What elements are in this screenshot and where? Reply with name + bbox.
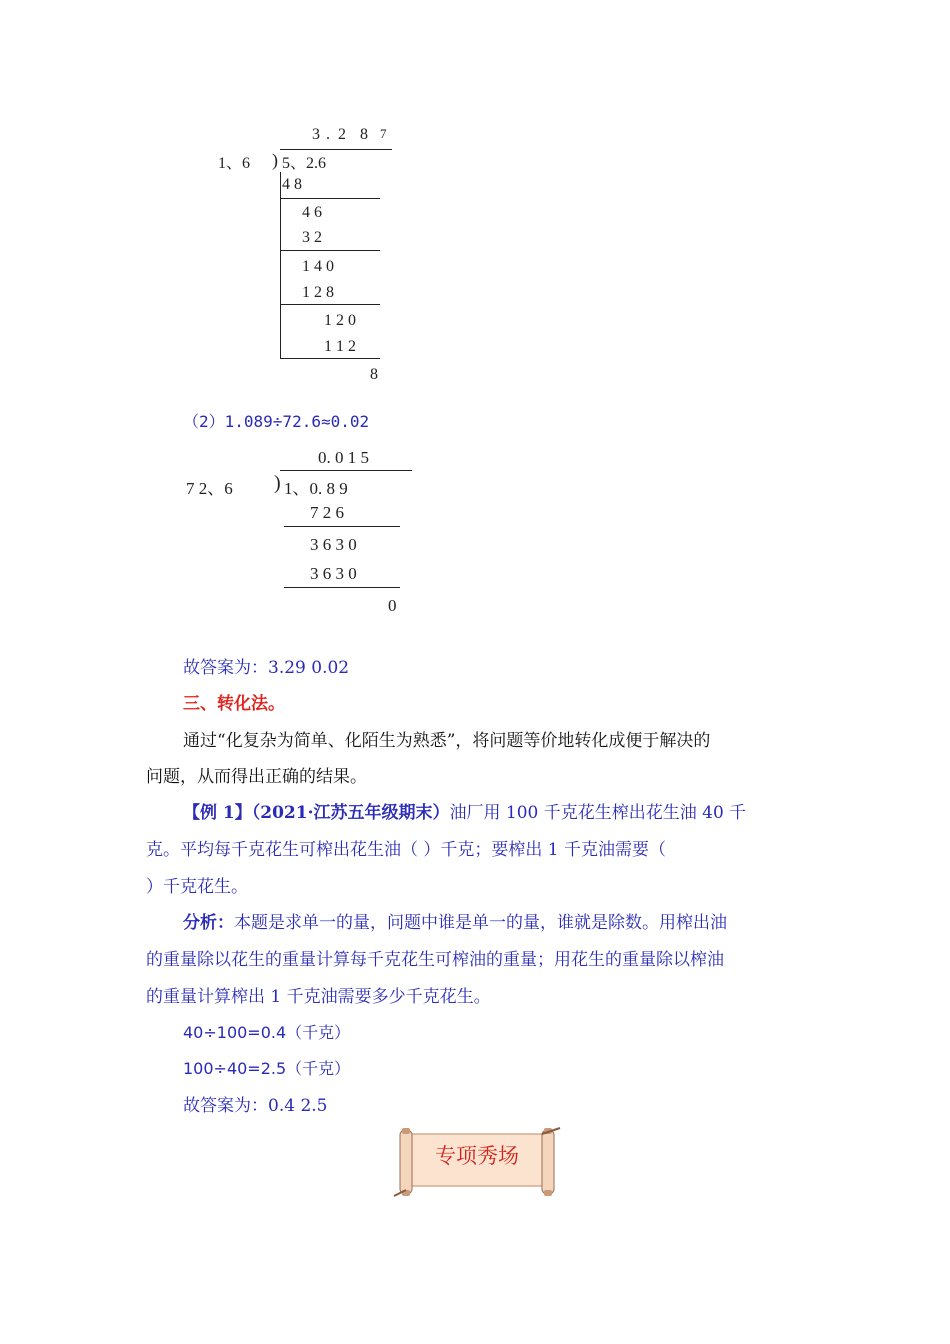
division-step: 1 2 8: [302, 284, 334, 301]
answer-text-2: 故答案为：0.4 2.5: [183, 1096, 328, 1116]
quotient-digit: 2: [338, 126, 346, 143]
division-bracket-icon: ): [274, 472, 281, 494]
division-bracket-icon: ): [272, 150, 278, 170]
dividend: 5、2.6: [282, 155, 327, 172]
step-rule: [280, 250, 380, 251]
banner-title: 专项秀场: [435, 1144, 519, 1168]
analysis-text: 本题是求单一的量，问题中谁是单一的量，谁就是除数。用榨出油: [234, 913, 727, 933]
intro-line-2: 问题，从而得出正确的结果。: [146, 767, 367, 787]
division-step: 3 6 3 0: [310, 564, 357, 583]
analysis-line-2: 的重量除以花生的重量计算每千克花生可榨油的重量；用花生的重量除以榨油: [146, 950, 724, 970]
analysis-line-1: [183, 913, 727, 933]
division-step: 1 1 2: [324, 338, 356, 355]
divisor: 1、6: [218, 155, 251, 172]
analysis-line-3: 的重量计算榨出 1 千克油需要多少千克花生。: [146, 987, 491, 1007]
dividend: 1、0. 8 9: [284, 479, 348, 498]
example-line-3: ）千克花生。: [146, 877, 248, 897]
section-banner: [392, 1126, 562, 1198]
division-step: 4 8: [282, 176, 302, 193]
step-rule: [280, 198, 380, 199]
example-tag: 【例 1】: [183, 803, 252, 823]
example-line-2: 克。平均每千克花生可榨出花生油（ ）千克；要榨出 1 千克油需要（: [146, 840, 667, 860]
example-line-1: [183, 803, 746, 823]
calc-line-1: 40÷100=0.4（千克）: [183, 1023, 351, 1042]
division-step: 3 2: [302, 229, 322, 246]
step-rule: [284, 587, 400, 588]
step-rule: [284, 526, 400, 527]
quotient-bar: [280, 470, 412, 471]
division-vertical-rule: [280, 172, 281, 358]
division-step: 4 6: [302, 204, 322, 221]
step-rule: [280, 358, 380, 359]
quotient-digit: 3: [312, 126, 320, 143]
example-text: 油厂用 100 千克花生榨出花生油 40 千: [449, 803, 747, 823]
division-step: 3 6 3 0: [310, 535, 357, 554]
section-title: 三、转化法。: [183, 694, 285, 714]
quotient: 0. 0 1 5: [318, 448, 369, 467]
quotient-digit: 8: [360, 126, 368, 143]
division-step: 1 2 0: [324, 312, 356, 329]
quotient-digit: .: [326, 126, 330, 143]
division-step: 1 4 0: [302, 258, 334, 275]
division-step: 0: [388, 596, 397, 615]
divisor: 7 2、6: [186, 479, 233, 498]
intro-line-1: 通过“化复杂为简单、化陌生为熟悉”，将问题等价地转化成便于解决的: [183, 731, 711, 751]
calc-line-2: 100÷40=2.5（千克）: [183, 1059, 351, 1078]
division-step: 8: [370, 366, 378, 383]
answer-text: 故答案为：3.29 0.02: [183, 658, 350, 678]
quotient-digit: 7: [380, 126, 387, 141]
division-2-label: （2）1.089÷72.6≈0.02: [183, 412, 370, 431]
analysis-label: 分析：: [183, 913, 234, 933]
step-rule: [280, 304, 380, 305]
division-step: 7 2 6: [310, 503, 344, 522]
example-source: （2021·江苏五年级期末）: [251, 803, 450, 823]
